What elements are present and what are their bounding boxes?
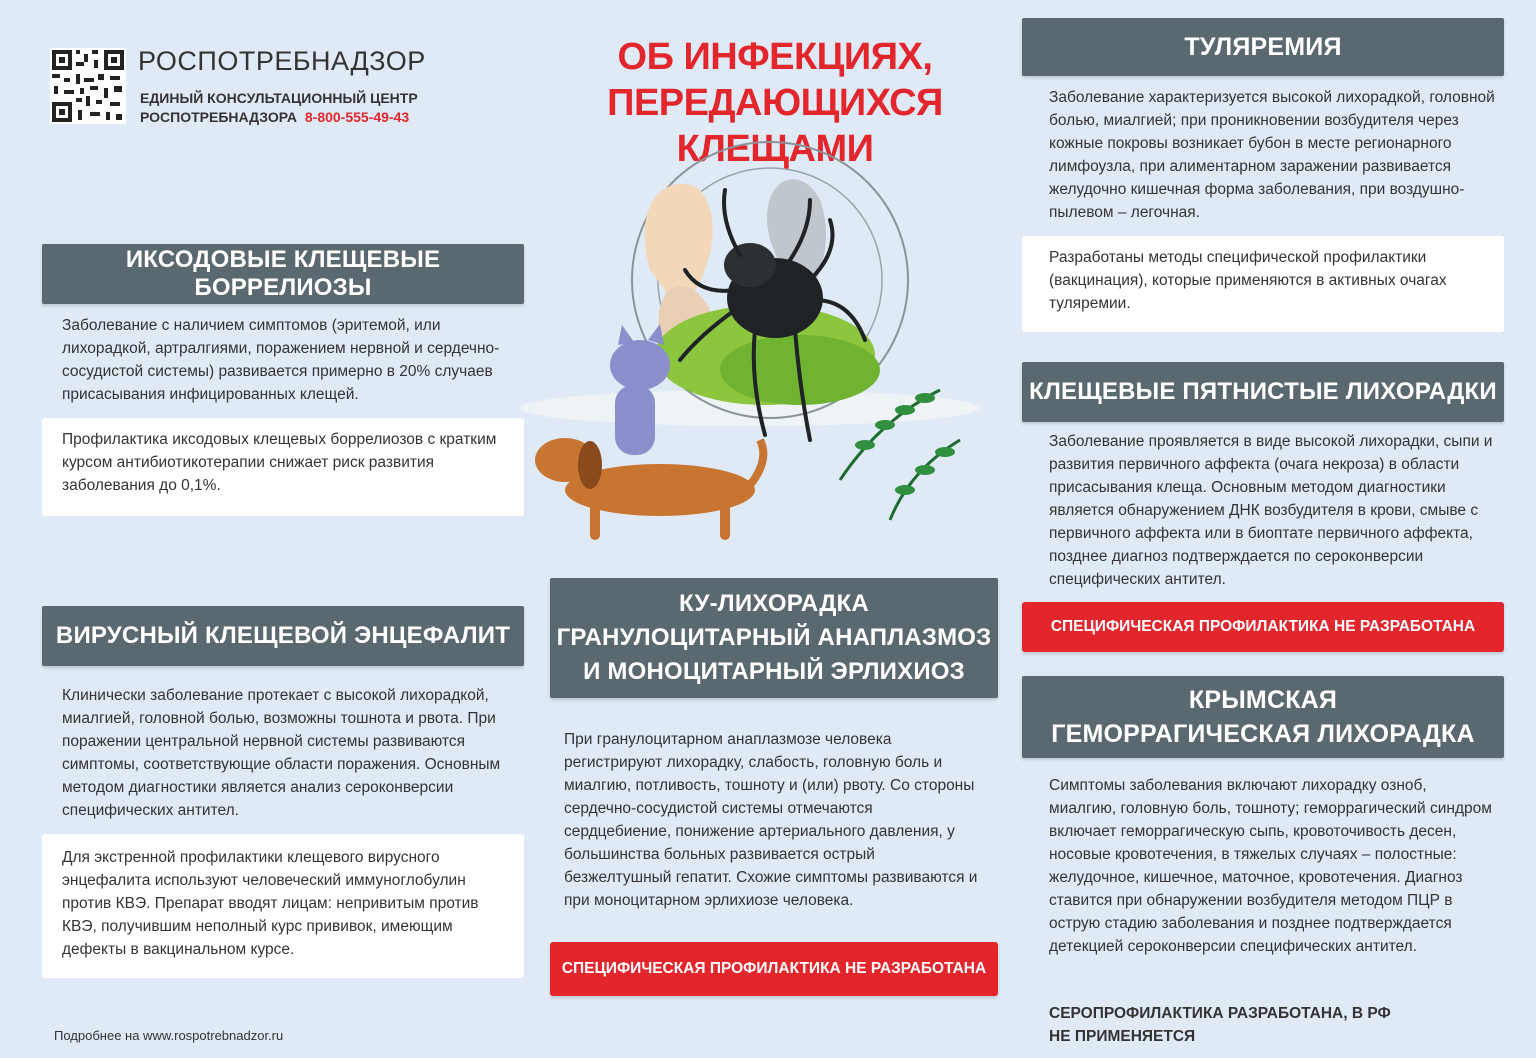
- org-line1: ЕДИНЫЙ КОНСУЛЬТАЦИОННЫЙ ЦЕНТР: [140, 90, 418, 106]
- q-fever-header-line3: И МОНОЦИТАРНЫЙ ЭРЛИХИОЗ: [583, 658, 965, 685]
- q-fever-header-line2: ГРАНУЛОЦИТАРНЫЙ АНАПЛАЗМОЗ: [556, 624, 992, 651]
- tularemia-text: Заболевание характеризуется высокой лихорадкой, головной болью, миалгией; при проникновении возбудителя через кожные покровы возникает бубон в месте регионарного лимфоузла, при алиментарном заражении развивается желудочно кишечная форма заболевания, при воздушно-пылевом – легочная.: [1049, 89, 1495, 221]
- q-fever-text: При гранулоцитарном анаплазмозе человека регистрируют лихорадку, слабость, головную боль и миалгию, потливость, тошноту и (или) рвоту. Со стороны сердечно-сосудистой системы отмечаются сердцебиение, понижение артериального давления, у большинства больных развивается острый безжелтушный гепатит. Схожие симптомы развиваются и при моноцитарном эрлихиозе человека.: [564, 731, 978, 909]
- crimean-note-line1: СЕРОПРОФИЛАКТИКА РАЗРАБОТАНА, В РФ: [1049, 1005, 1391, 1022]
- tularemia-header: ТУЛЯРЕМИЯ: [1022, 18, 1504, 76]
- spotted-fever-red-note: СПЕЦИФИЧЕСКАЯ ПРОФИЛАКТИКА НЕ РАЗРАБОТАНА: [1022, 602, 1504, 652]
- title-line2: ПЕРЕДАЮЩИХСЯ КЛЕЩАМИ: [607, 82, 943, 170]
- org-line2: [140, 109, 409, 125]
- q-fever-header-line1: КУ-ЛИХОРАДКА: [679, 590, 869, 617]
- org-name: РОСПОТРЕБНАДЗОР: [138, 46, 426, 76]
- encephalitis-header: ВИРУСНЫЙ КЛЕЩЕВОЙ ЭНЦЕФАЛИТ: [42, 606, 524, 666]
- spotted-fever-text: Заболевание проявляется в виде высокой лихорадки, сыпи и развития первичного аффекта (очага некроза) в области присасывания клеща. Основным методом диагностики является обнаружением ДНК возбудителя в крови, смыве с первичного аффекта или в биоптате первичного аффекта, позднее диагноз подтверждается по сероконверсии специфических антител.: [1049, 433, 1493, 588]
- crimean-header-line2: ГЕМОРРАГИЧЕСКАЯ ЛИХОРАДКА: [1051, 720, 1475, 748]
- borreliosis-text: Заболевание с наличием симптомов (эритемой, или лихорадкой, артралгиями, поражением нервной и сердечно-сосудистой системы) развивается примерно в 20% случаев присасывания инфицированных клещей.: [62, 317, 500, 403]
- crimean-note: [1049, 1002, 1489, 1048]
- footer-link[interactable]: Подробнее на www.rospotrebnadzor.ru: [54, 1028, 284, 1043]
- qr-code: [50, 48, 126, 124]
- tularemia-prevention: Разработаны методы специфической профилактики (вакцинация), которые применяются в активных очагах туляремии.: [1022, 236, 1504, 332]
- spotted-fever-header: КЛЕЩЕВЫЕ ПЯТНИСТЫЕ ЛИХОРАДКИ: [1022, 362, 1504, 422]
- encephalitis-text: Клинически заболевание протекает с высокой лихорадкой, миалгией, головной болью, возможны тошнота и рвота. При поражении центральной нервной системы развиваются симптомы, соответствующие области поражения. Основным методом диагностики является анализ сероконверсии специфических антител.: [62, 687, 501, 819]
- q-fever-header: [550, 578, 998, 698]
- crimean-text: Симптомы заболевания включают лихорадку озноб, миалгию, головную боль, тошноту; геморрагический синдром включает геморрагическую сыпь, кровоточивость десен, носовые кровотечения, в тяжелых случаях – полостные: желудочное, кишечное, маточное, кровотечения. Диагноз ставится при обнаружении возбудителя методом ПЦР в острую стадию заболевания и позднее подтверждается детекцией сероконверсии специфических антител.: [1049, 777, 1492, 955]
- tick-illustration: [510, 140, 990, 560]
- borreliosis-prevention: Профилактика иксодовых клещевых боррелиозов с кратким курсом антибиотикотерапии снижает риск развития заболевания до 0,1%.: [42, 418, 524, 516]
- hotline-phone[interactable]: 8-800-555-49-43: [304, 109, 410, 125]
- crimean-header: [1022, 676, 1504, 758]
- crimean-header-line1: КРЫМСКАЯ: [1188, 686, 1338, 714]
- org-line2-text: РОСПОТРЕБНАДЗОРА: [140, 109, 297, 125]
- cat: [610, 324, 670, 455]
- q-fever-red-note: СПЕЦИФИЧЕСКАЯ ПРОФИЛАКТИКА НЕ РАЗРАБОТАНА: [550, 942, 998, 996]
- crimean-note-line2: НЕ ПРИМЕНЯЕТСЯ: [1049, 1028, 1196, 1045]
- borreliosis-header: ИКСОДОВЫЕ КЛЕЩЕВЫЕ БОРРЕЛИОЗЫ: [42, 244, 524, 304]
- title-line1: ОБ ИНФЕКЦИЯХ,: [617, 36, 933, 78]
- encephalitis-prevention: Для экстренной профилактики клещевого вирусного энцефалита используют человеческий иммуноглобулин против КВЭ. Препарат вводят лицам: непривитым против КВЭ, получившим неполный курс прививок, имеющим дефекты в вакцинальном курсе.: [42, 834, 524, 978]
